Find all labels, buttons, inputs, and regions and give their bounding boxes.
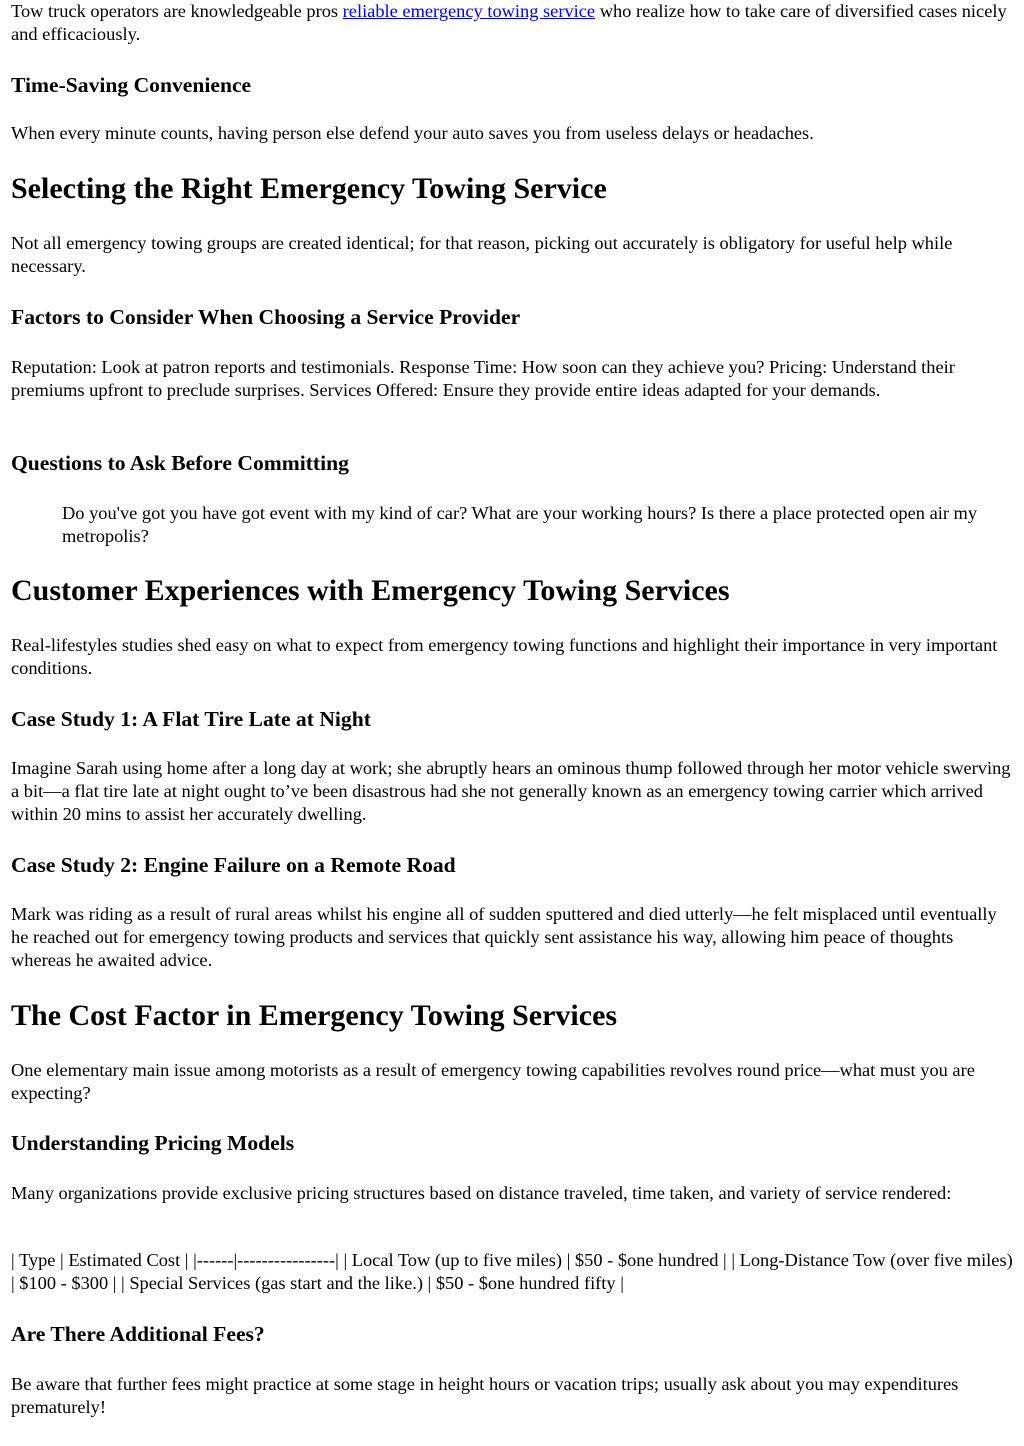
intro-text-before: Tow truck operators are knowledgeable pros — [11, 1, 343, 21]
questions-blockquote: Do you've got you have got event with my kind of car? What are your working hours? Is there a place protected open air my metropolis? — [62, 503, 978, 546]
factors-heading: Factors to Consider When Choosing a Service Provider — [11, 305, 521, 329]
selecting-heading: Selecting the Right Emergency Towing Service — [11, 172, 607, 205]
time-saving-heading: Time-Saving Convenience — [11, 73, 252, 97]
fees-heading: Are There Additional Fees? — [11, 1322, 265, 1346]
intro-paragraph — [11, 0, 1017, 46]
cost-paragraph: One elementary main issue among motorists as a result of emergency towing capabilities revolves round price—what must you are expecting? — [11, 1060, 975, 1103]
case-study-1-heading: Case Study 1: A Flat Tire Late at Night — [11, 707, 371, 731]
reliable-towing-link[interactable]: reliable emergency towing service — [342, 1, 596, 21]
case-study-1-paragraph: Imagine Sarah using home after a long day at work; she abruptly hears an ominous thump followed through her motor vehicle swerving a bit—a flat tire late at night ought to’ve been disastrous had she not generally known as an emergency towing carrier which arrived within 20 mins to assist her accurately dwelling. — [11, 758, 1011, 824]
pricing-paragraph: Many organizations provide exclusive pricing structures based on distance traveled, time taken, and variety of service rendered: — [11, 1183, 952, 1203]
factors-paragraph: Reputation: Look at patron reports and testimonials. Response Time: How soon can they achieve you? Pricing: Understand their premiums upfront to preclude surprises. Services Offered: Ensure they provide entire ideas adapted for your demands. — [11, 357, 955, 400]
fees-paragraph: Be aware that further fees might practice at some stage in height hours or vacation trips; usually ask about you may expenditures prematurely! — [11, 1374, 959, 1417]
experiences-heading: Customer Experiences with Emergency Towing Services — [11, 574, 730, 607]
selecting-paragraph: Not all emergency towing groups are created identical; for that reason, picking out accurately is obligatory for useful help while necessary. — [11, 233, 953, 276]
pricing-table-text: | Type | Estimated Cost | |------|----------------| | Local Tow (up to five miles) | $50 - $one hundred | | Long-Distance Tow (over five miles) | $100 - $300 | | Special Services (gas start and the like.) | $50 - $one hundred fifty | — [11, 1250, 1013, 1293]
case-study-2-heading: Case Study 2: Engine Failure on a Remote Road — [11, 853, 456, 877]
time-saving-paragraph: When every minute counts, having person else defend your auto saves you from useless delays or headaches. — [11, 123, 814, 143]
pricing-heading: Understanding Pricing Models — [11, 1131, 295, 1155]
cost-heading: The Cost Factor in Emergency Towing Services — [11, 999, 618, 1032]
experiences-paragraph: Real-lifestyles studies shed easy on what to expect from emergency towing functions and highlight their importance in very important conditions. — [11, 635, 998, 678]
intro-text-after: who realize how to take care of diversified cases nicely and efficaciously. — [11, 1, 1007, 44]
case-study-2-paragraph: Mark was riding as a result of rural areas whilst his engine all of sudden sputtered and died utterly—he felt misplaced until eventually he reached out for emergency towing products and services that quickly sent assistance his way, allowing him peace of thoughts whereas he awaited advice. — [11, 904, 997, 970]
questions-heading: Questions to Ask Before Committing — [11, 451, 349, 475]
